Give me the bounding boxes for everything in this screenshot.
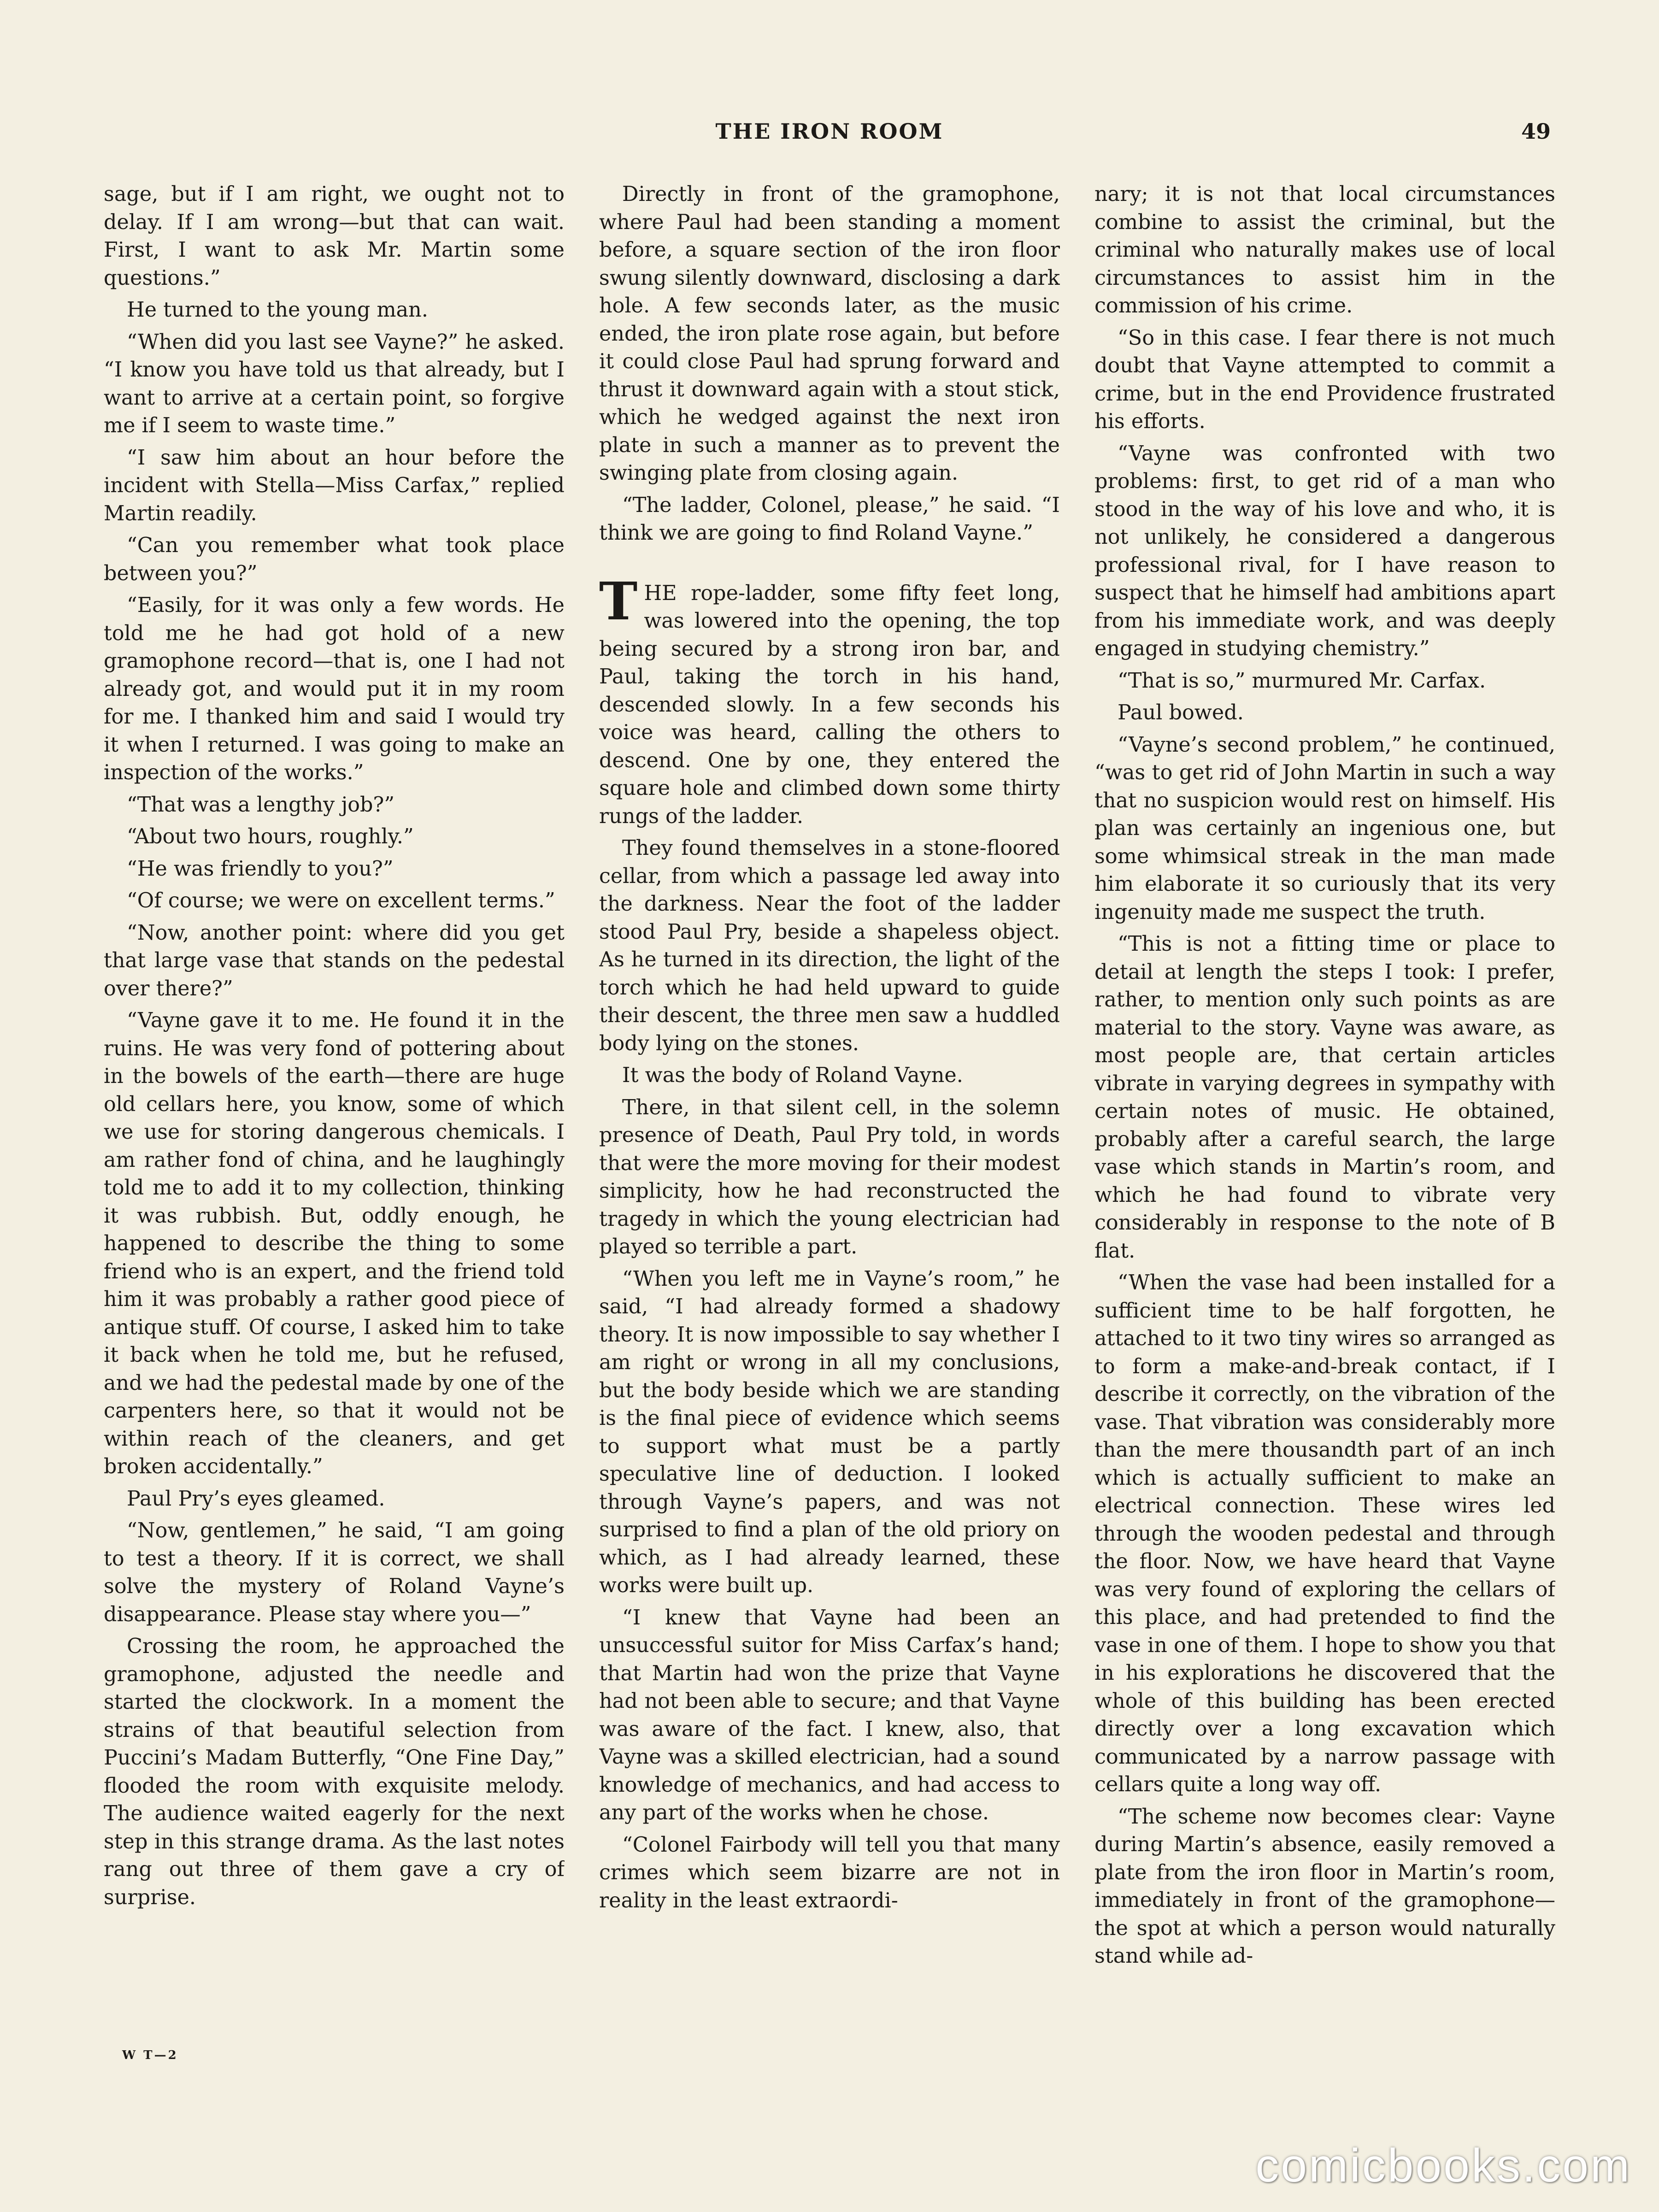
paragraph: “Now, another point: where did you get that large vase that stands on the pedestal over there?” — [104, 921, 565, 1000]
column-2 — [599, 181, 1060, 2075]
paragraph: He turned to the young man. — [127, 298, 428, 322]
paragraph: “About two hours, roughly.” — [127, 825, 414, 848]
paragraph: “Vayne’s second problem,” he continued, “was to get rid of John Martin in such a way that no suspicion would rest on himself. His plan was certainly an ingenious one, but some whimsical streak in the man made him elaborate it so curiously that its very ingenuity made me suspect the truth. — [1094, 733, 1555, 924]
paragraph: “I saw him about an hour before the incident with Stella—Miss Carfax,” replied Martin readily. — [104, 446, 565, 525]
paragraph: “The scheme now becomes clear: Vayne during Martin’s absence, easily removed a plate from the iron floor in Martin’s room, immediately in front of the gramophone—the spot at which a person would naturally stand while ad- — [1094, 1805, 1555, 1968]
text-columns — [104, 181, 1555, 2075]
paragraph: “When you left me in Vayne’s room,” he said, “I had already formed a shadowy theory. It is now impossible to say whether I am right or wrong in all my conclusions, but the body beside which we are standing is the final piece of evidence which seems to support what must be a partly speculative line of deduction. I looked through Vayne’s papers, and was not surprised to find a plan of the old priory on which, as I had already learned, these works were built up. — [599, 1267, 1060, 1597]
paragraph: “I knew that Vayne had been an unsuccessful suitor for Miss Carfax’s hand; that Martin had won the prize that Vayne had not been able to secure; and that Vayne was aware of the fact. I knew, also, that Vayne was a skilled electrician, had a sound knowledge of mechanics, and had access to any part of the works when he chose. — [599, 1606, 1060, 1824]
section-opening-text: HE rope-ladder, some fifty feet long, was lowered into the opening, the top being secured by a strong iron bar, and Paul, taking the torch in his hand, descended slowly. In a few seconds his voice was heard, calling the others to descend. One by one, they entered the square hole and climbed down some thirty rungs of the ladder. — [599, 581, 1060, 828]
page-header — [104, 119, 1555, 156]
paragraph: “That was a lengthy job?” — [127, 793, 395, 817]
paragraph: Crossing the room, he approached the gramophone, adjusted the needle and started the clockwork. In a moment the strains of that beautiful selection from Puccini’s Madam Butterfly, “One Fine Day,” flooded the room with exquisite melody. The audience waited eagerly for the next step in this strange drama. As the last notes rang out three of them gave a cry of surprise. — [104, 1635, 565, 1909]
paragraph: Paul Pry’s eyes gleamed. — [127, 1487, 385, 1511]
paragraph: nary; it is not that local circumstances combine to assist the criminal, but the criminal who naturally makes use of local circumstances to assist him in the commission of his crime. — [1094, 182, 1555, 318]
column-3 — [1094, 181, 1555, 2075]
paragraph: “So in this case. I fear there is not much doubt that Vayne attempted to commit a crime, but in the end Providence frustrated his efforts. — [1094, 326, 1555, 433]
paragraph: “When did you last see Vayne?” he asked. “I know you have told us that already, but I want to arrive at a certain point, so forgive me if I seem to waste time.” — [104, 330, 565, 437]
signature-mark: W T—2 — [122, 2048, 178, 2062]
paragraph: “He was friendly to you?” — [127, 857, 394, 881]
paragraph: “Vayne was confronted with two problems: first, to get rid of a man who stood in the way of his love and who, it is not unlikely, he considered a dangerous professional rival, for I have reason to suspect that he himself had ambitions apart from his immediate work, and was deeply engaged in studying chemistry.” — [1094, 441, 1555, 660]
paragraph: Paul bowed. — [1118, 701, 1244, 724]
paragraph: “That is so,” murmured Mr. Carfax. — [1118, 669, 1486, 693]
drop-cap: T — [599, 571, 638, 632]
column-1 — [104, 181, 565, 2075]
paragraph: “Vayne gave it to me. He found it in the ruins. He was very fond of pottering about in the bowels of the earth—there are huge old cellars here, you know, some of which we use for storing dangerous chemicals. I am rather fond of china, and he laughingly told me to add it to my collection, thinking it was rubbish. But, oddly enough, he happened to describe the thing to some friend who is an expert, and the friend told him it was probably a rather good piece of antique stuff. Of course, I asked him to take it back when he told me, but he refused, and we had the pedestal made by one of the carpenters here, so that it would not be within reach of the cleaners, and get broken accidentally.” — [104, 1009, 565, 1478]
paragraph: “Of course; we were on excellent terms.” — [127, 889, 555, 912]
running-title: THE IRON ROOM — [715, 119, 944, 144]
paragraph: “Can you remember what took place between you?” — [104, 534, 565, 585]
paragraph: “When the vase had been installed for a sufficient time to be half forgotten, he attached to it two tiny wires so arranged as to form a make-and-break contact, if I describe it correctly, on the vibration of the vase. That vibration was considerably more than the mere thousandth part of an inch which is actually sufficient to make an electrical connection. These wires led through the wooden pedestal and through the floor. Now, we have heard that Vayne was very found of exploring the cellars of this place, and had pretended to find the vase in one of them. I hope to show you that in his explorations he discovered that the whole of this building has been erected directly over a long excavation which communicated by a narrow passage with cellars quite a long way off. — [1094, 1271, 1555, 1796]
watermark: comicbooks.com — [1255, 2139, 1631, 2192]
paragraph: “Easily, for it was only a few words. He told me he had got hold of a new gramophone record—that is, one I had not already got, and would put it in my room for me. I thanked him and said I would try it when I returned. I was going to make an inspection of the works.” — [104, 594, 565, 784]
paragraph: Directly in front of the gramophone, where Paul had been standing a moment before, a square section of the iron floor swung silently downward, disclosing a dark hole. A few seconds later, as the music ended, the iron plate rose again, but before it could close Paul had sprung forward and thrust it downward again with a stout stick, which he wedged against the next iron plate in such a manner as to prevent the swinging plate from closing again. — [599, 182, 1060, 485]
paragraph: “This is not a fitting time or place to detail at length the steps I took: I prefer, rather, to mention only such points as are material to the story. Vayne was aware, as most people are, that certain articles vibrate in varying degrees in sympathy with certain notes of music. He obtained, probably after a careful search, the large vase which stands in Martin’s room, and which he had found to vibrate very considerably in response to the note of B flat. — [1094, 932, 1555, 1263]
paragraph: “Now, gentlemen,” he said, “I am going to test a theory. If it is correct, we shall solve the mystery of Roland Vayne’s disappearance. Please stay where you—” — [104, 1519, 565, 1626]
paragraph: sage, but if I am right, we ought not to delay. If I am wrong—but that can wait. First, I want to ask Mr. Martin some questions.” — [104, 182, 565, 290]
paragraph: They found themselves in a stone-floored cellar, from which a passage led away into the darkness. Near the foot of the ladder stood Paul Pry, beside a shapeless object. As he turned in its direction, the light of the torch which he had held upward to guide their descent, the three men saw a huddled body lying on the stones. — [599, 836, 1060, 1055]
section-opening-paragraph — [599, 571, 1060, 831]
paragraph: There, in that silent cell, in the solemn presence of Death, Paul Pry told, in words that were the more moving for their modest simplicity, how he had reconstructed the tragedy in which the young electrician had played so terrible a part. — [599, 1095, 1060, 1259]
paragraph: “The ladder, Colonel, please,” he said. “I think we are going to find Roland Vayne.” — [599, 493, 1060, 545]
page-number: 49 — [1521, 119, 1551, 144]
paragraph: It was the body of Roland Vayne. — [622, 1064, 963, 1087]
paragraph: “Colonel Fairbody will tell you that many crimes which seem bizarre are not in reality in the least extraordi- — [599, 1833, 1060, 1912]
